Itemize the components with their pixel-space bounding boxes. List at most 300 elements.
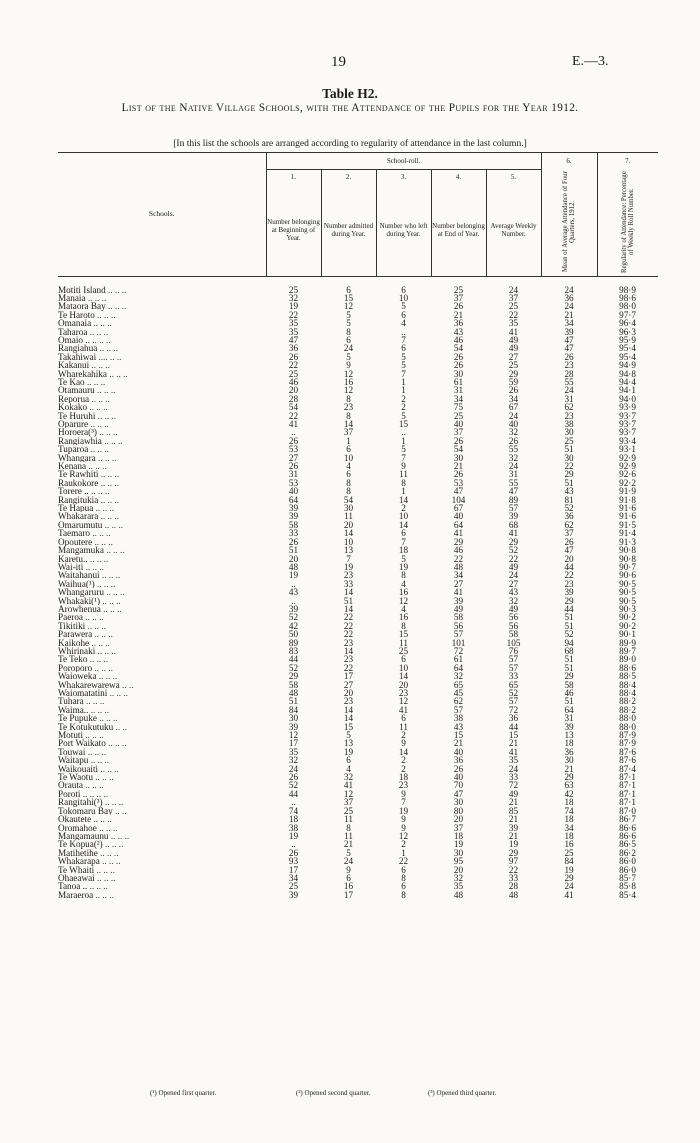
cell-col7: 87·6 xyxy=(619,755,636,766)
cell-col6: 18 xyxy=(564,797,574,808)
cell-col3: 9 xyxy=(401,461,406,472)
dot-leader: .. .. .. xyxy=(105,285,127,294)
dot-leader: .. .. .. xyxy=(95,453,117,463)
cell-col4: 48 xyxy=(453,561,464,572)
school-name: Poroporo xyxy=(58,663,93,673)
cell-col5: 21 xyxy=(508,814,519,825)
dot-leader: .. .. .. xyxy=(98,764,119,774)
cell-col1: 12 xyxy=(288,730,299,741)
cell-col1: 43 xyxy=(288,587,299,598)
cell-col6: 38 xyxy=(564,419,574,429)
cell-col3: 10 xyxy=(398,292,409,303)
cell-col6: 24 xyxy=(564,881,574,892)
cell-col6: 24 xyxy=(564,301,574,312)
cell-col2: 14 xyxy=(343,645,354,656)
school-name: Rangiahua xyxy=(58,344,98,353)
table-row xyxy=(58,891,658,899)
school-name: Otamauru xyxy=(58,386,95,395)
cell-col5: 34 xyxy=(508,393,519,404)
cell-col4: 34 xyxy=(453,393,464,404)
cell-col3: 9 xyxy=(401,738,406,749)
cell-col3: 14 xyxy=(398,671,409,682)
cell-col4: 25 xyxy=(453,284,464,295)
cell-col2: 11 xyxy=(344,814,353,825)
cell-col1: 51 xyxy=(288,696,299,707)
cell-col2: 12 xyxy=(343,385,354,396)
cell-col6: 34 xyxy=(564,822,574,833)
cell-col3: 6 xyxy=(401,343,406,354)
cell-col7: 86·0 xyxy=(619,856,636,867)
cell-col3: 6 xyxy=(401,654,406,665)
cell-col5: 65 xyxy=(508,679,519,690)
cell-col3: 4 xyxy=(401,603,406,614)
school-name: Waioweka xyxy=(58,672,97,681)
cell-col4: 21 xyxy=(453,738,464,749)
cell-col7: 93·1 xyxy=(619,444,636,455)
cell-col5: 57 xyxy=(508,696,519,707)
document-reference: E.—3. xyxy=(572,54,609,69)
cell-col7: 87·1 xyxy=(619,780,636,791)
cell-col5: 29 xyxy=(508,847,519,858)
cell-col1: 44 xyxy=(288,654,299,665)
cell-col3: 10 xyxy=(398,662,409,673)
cell-col3: 19 xyxy=(398,561,409,572)
dot-leader: .. .. .. xyxy=(87,882,108,891)
cell-col5: 25 xyxy=(508,301,519,312)
cell-col3: 23 xyxy=(398,688,409,698)
cell-col7: 96·3 xyxy=(619,326,636,337)
school-name: Tikitiki xyxy=(58,621,86,631)
cell-col4: 64 xyxy=(453,519,464,530)
cell-col4: 49 xyxy=(453,603,464,614)
cell-col6: 51 xyxy=(564,662,574,673)
cell-col6: 51 xyxy=(564,654,574,665)
cell-col6: 13 xyxy=(564,730,574,741)
cell-col1: 64 xyxy=(288,494,299,505)
school-name: Torere .. xyxy=(58,487,89,496)
cell-col1: 31 xyxy=(288,469,299,480)
school-name: Opoutere xyxy=(58,537,93,547)
cell-col7: 88·4 xyxy=(619,688,636,698)
header-col6: Mean of Average Attendance of Four Quarters, 1912. xyxy=(562,171,577,272)
school-name: Orauta xyxy=(58,781,83,790)
cell-col7: 91·6 xyxy=(619,503,636,514)
cell-col5: 49 xyxy=(508,334,519,345)
cell-col1: 19 xyxy=(288,301,299,312)
cell-col4: 57 xyxy=(453,629,464,640)
cell-col6: 52 xyxy=(564,629,574,640)
cell-col5: 59 xyxy=(508,376,519,387)
dot-leader: .. .. .. xyxy=(88,420,109,429)
cell-col1: 84 xyxy=(288,704,299,715)
cell-col1: 22 xyxy=(288,309,299,320)
cell-col6: 39 xyxy=(564,587,574,598)
cell-col4: 38 xyxy=(453,713,464,724)
cell-col5: 52 xyxy=(508,688,519,698)
dot-leader: .. .. xyxy=(112,806,127,816)
cell-col6: 52 xyxy=(564,503,574,514)
cell-col6: 31 xyxy=(564,713,574,724)
cell-col6: 62 xyxy=(564,402,574,413)
cell-col1: 26 xyxy=(288,351,299,362)
dot-leader: .. .. .. xyxy=(96,714,118,723)
cell-col4: 26 xyxy=(453,351,464,362)
cell-col5: 49 xyxy=(508,603,519,614)
cell-col3: 2 xyxy=(401,730,406,741)
cell-col1: 27 xyxy=(288,452,299,463)
cell-col3: 14 xyxy=(398,746,409,757)
school-name: Mangamaunu xyxy=(58,831,109,841)
cell-col3: 12 xyxy=(398,595,409,606)
cell-col5: 57 xyxy=(508,503,519,514)
cell-col7: 93·4 xyxy=(619,435,636,446)
cell-col6: 25 xyxy=(564,847,574,858)
cell-col6: 23 xyxy=(564,410,574,421)
cell-col7: 90·6 xyxy=(619,570,636,581)
cell-col4: 41 xyxy=(453,587,464,598)
dot-leader: .. .. .. xyxy=(105,739,127,748)
school-name: Matihetihe xyxy=(58,848,98,858)
school-name: Paeroa xyxy=(58,613,83,622)
cell-col3: 6 xyxy=(401,713,406,724)
cell-col2: 17 xyxy=(343,889,354,900)
cell-col3: 5 xyxy=(401,444,406,455)
cell-col7: 92·9 xyxy=(619,461,636,472)
cell-col1: 51 xyxy=(288,545,299,556)
cell-col5: 28 xyxy=(508,881,519,892)
cell-col5: 21 xyxy=(508,797,519,808)
cell-col5: 35 xyxy=(508,755,519,766)
cell-col4: 30 xyxy=(453,368,464,379)
cell-col5: 72 xyxy=(508,780,519,791)
cell-col4: 26 xyxy=(453,763,464,774)
cell-col3: 18 xyxy=(398,545,409,556)
cell-col6: 47 xyxy=(564,334,574,345)
cell-col2: 8 xyxy=(346,326,351,337)
cell-col6: 46 xyxy=(564,688,574,698)
cell-col2: 1 xyxy=(346,435,351,446)
cell-col2: 5 xyxy=(346,847,351,858)
cell-col3: 1 xyxy=(401,847,406,858)
cell-col4: 58 xyxy=(453,612,464,623)
school-name: Te Hapua xyxy=(58,504,94,513)
dot-leader: .. .. .. xyxy=(96,672,118,681)
cell-col6: 26 xyxy=(564,351,574,362)
school-name: Omarumutu xyxy=(58,520,103,530)
dot-leader: .. .. .. xyxy=(101,436,123,446)
cell-col2: 23 xyxy=(343,696,354,707)
cell-col4: 95 xyxy=(453,856,464,867)
cell-col2: 6 xyxy=(346,755,351,766)
school-name: Taharoa xyxy=(58,327,88,336)
cell-col2: 15 xyxy=(343,721,354,732)
school-name: Karetu.. xyxy=(58,554,88,563)
cell-col3: 1 xyxy=(401,376,406,387)
dot-leader: .. .. .. xyxy=(106,369,128,378)
cell-col7: 90·5 xyxy=(619,595,636,606)
cell-col7: 90·5 xyxy=(619,578,636,589)
cell-col4: 46 xyxy=(453,334,464,345)
cell-col7: 94·9 xyxy=(619,360,636,371)
cell-col3: 8 xyxy=(401,620,406,631)
cell-col7: 87·1 xyxy=(619,788,636,799)
cell-col1: 26 xyxy=(288,847,299,858)
cell-col4: 56 xyxy=(453,620,464,631)
cell-col2: 16 xyxy=(343,376,354,387)
school-name: Tuparoa xyxy=(58,445,89,454)
cell-col4: 36 xyxy=(453,755,464,766)
cell-col5: 37 xyxy=(508,292,519,303)
cell-col5: 44 xyxy=(508,721,519,732)
cell-col7: 93·9 xyxy=(619,402,636,413)
cell-col3: 16 xyxy=(398,612,409,623)
school-name: Touwai xyxy=(58,747,86,757)
cell-col7: 86·7 xyxy=(619,814,636,825)
cell-col6: 23 xyxy=(564,578,574,589)
cell-col6: 84 xyxy=(564,856,574,867)
cell-col1: 26 xyxy=(288,536,299,547)
cell-col1: 38 xyxy=(288,822,299,833)
cell-col2: 12 xyxy=(343,301,354,312)
cell-col3: 5 xyxy=(401,360,406,371)
cell-col6: 22 xyxy=(564,461,574,472)
dot-leader: .. .. .. xyxy=(89,335,111,345)
cell-col3: 11 xyxy=(399,721,408,732)
cell-col5: 68 xyxy=(508,519,519,530)
cell-col4: 43 xyxy=(453,326,464,337)
cell-col6: 20 xyxy=(564,553,574,564)
cell-col7: 91·6 xyxy=(619,511,636,522)
cell-col4: 46 xyxy=(453,545,464,556)
cell-col1: 34 xyxy=(288,872,299,883)
dot-leader: .. .. .. xyxy=(87,554,109,563)
cell-col7: 87·9 xyxy=(619,738,636,749)
dot-leader: .. .. xyxy=(119,680,134,689)
school-name: Tanoa .. xyxy=(58,882,88,891)
cell-col4: 75 xyxy=(453,402,464,413)
cell-col5: 26 xyxy=(508,385,519,396)
cell-col5: 22 xyxy=(508,553,519,564)
school-name: Port Waikato xyxy=(58,739,106,748)
cell-col6: 42 xyxy=(564,788,574,799)
cell-col6: 94 xyxy=(564,637,574,648)
cell-col3: 11 xyxy=(399,637,408,648)
dot-leader: .. .. .. xyxy=(95,646,116,656)
cell-col2: 19 xyxy=(343,561,354,572)
cell-col6: 37 xyxy=(564,528,574,539)
school-name: Oparure xyxy=(58,420,89,429)
cell-col4: 20 xyxy=(453,864,464,875)
cell-col4: 37 xyxy=(453,427,464,438)
cell-col5: 49 xyxy=(508,561,519,572)
header-col2: Number admitted during Year. xyxy=(321,184,376,276)
cell-col4: 64 xyxy=(453,662,464,673)
cell-col7: 91·3 xyxy=(619,536,636,547)
school-name: Waiomatatini xyxy=(58,689,108,698)
cell-col1: 22 xyxy=(288,410,299,421)
cell-col5: 97 xyxy=(508,856,519,867)
cell-col4: 43 xyxy=(453,721,464,732)
cell-col3: 2 xyxy=(401,402,406,413)
dot-leader: .. .. .. xyxy=(98,495,119,505)
cell-col2: 5 xyxy=(346,309,351,320)
cell-col6: 22 xyxy=(564,570,574,581)
cell-col7: 93·7 xyxy=(619,419,636,429)
cell-col7: 90·8 xyxy=(619,545,636,556)
cell-col7: 88·2 xyxy=(619,696,636,707)
cell-col3: 2 xyxy=(401,763,406,774)
cell-col4: 21 xyxy=(453,461,464,472)
cell-col5: 32 xyxy=(508,452,519,463)
cell-col4: 41 xyxy=(453,528,464,539)
cell-col4: 30 xyxy=(453,452,464,463)
cell-col5: 19 xyxy=(508,839,519,850)
cell-col3: 7 xyxy=(401,452,406,463)
cell-col7: 86·5 xyxy=(619,839,636,850)
cell-col5: 39 xyxy=(508,511,519,522)
cell-col5: 32 xyxy=(508,427,519,438)
cell-col2: 14 xyxy=(343,528,354,539)
cell-col7: 87·6 xyxy=(619,746,636,757)
dot-leader: .. .. .. xyxy=(88,487,110,496)
cell-col2: 24 xyxy=(343,856,354,867)
cell-col6: 25 xyxy=(564,435,574,446)
cell-col4: 48 xyxy=(453,889,464,900)
cell-col5: 33 xyxy=(508,671,519,682)
school-name: Omanaia xyxy=(58,319,92,328)
school-name: Taemaro xyxy=(58,529,91,538)
cell-col6: 28 xyxy=(564,368,574,379)
dot-leader: .. .. .. xyxy=(100,604,122,614)
cell-col2: 13 xyxy=(343,545,354,556)
school-name: Mangamuka xyxy=(58,546,104,555)
dot-leader: .. .. .. xyxy=(84,377,106,387)
cell-col7: 96·4 xyxy=(619,318,636,329)
cell-col2: 9 xyxy=(346,864,351,875)
cell-col2: 21 xyxy=(343,839,354,850)
cell-col2: 22 xyxy=(343,620,354,631)
cell-col6: 29 xyxy=(564,671,574,682)
cell-col4: 61 xyxy=(453,376,464,387)
dot-leader: .. .. .. xyxy=(95,411,117,420)
footnote-3: (³) Opened third quarter. xyxy=(428,1089,497,1097)
cell-col1: 44 xyxy=(288,788,299,799)
cell-col7: 86·0 xyxy=(619,864,636,875)
cell-col4: 26 xyxy=(453,360,464,371)
cell-col5: 24 xyxy=(508,763,519,774)
dot-leader: .. .. .. xyxy=(89,394,110,404)
cell-col2: 17 xyxy=(343,671,354,682)
dot-leader: .. .. .. xyxy=(92,630,113,639)
cell-col3: 2 xyxy=(401,755,406,766)
footnote-1: (¹) Opened first quarter. xyxy=(150,1089,217,1097)
cell-col7: 98·0 xyxy=(619,301,636,312)
cell-col6: 24 xyxy=(564,385,574,396)
cell-col5: 56 xyxy=(508,612,519,623)
cell-col2: 14 xyxy=(343,704,354,715)
school-name: Te Huruhi xyxy=(58,411,96,420)
school-name: Manaia xyxy=(58,293,86,303)
cell-col4: 37 xyxy=(453,292,464,303)
cell-col3: 14 xyxy=(398,519,409,530)
cell-col1: 26 xyxy=(288,435,299,446)
cell-col2: 6 xyxy=(346,334,351,345)
cell-col7: 92·9 xyxy=(619,452,636,463)
schools-table xyxy=(58,152,658,899)
cell-col2: 14 xyxy=(343,713,354,724)
cell-col3: 2 xyxy=(401,503,406,514)
cell-col7: 89·7 xyxy=(619,645,636,656)
cell-col2: 8 xyxy=(346,410,351,421)
table-title: Table H2. xyxy=(322,86,378,101)
school-name: Waitapu xyxy=(58,756,89,765)
header-col1-number: 1. xyxy=(266,170,321,185)
cell-col7: 90·7 xyxy=(619,561,636,572)
cell-col4: 30 xyxy=(453,847,464,858)
cell-col5: 41 xyxy=(508,528,519,539)
cell-col4: 62 xyxy=(453,696,464,707)
cell-col2: 11 xyxy=(344,830,353,841)
cell-col2: 41 xyxy=(343,780,354,791)
cell-col1: 39 xyxy=(288,511,299,522)
cell-col3: 5 xyxy=(401,553,406,564)
header-col4-number: 4. xyxy=(431,170,486,185)
cell-col7: 86·2 xyxy=(619,847,636,858)
cell-col4: 47 xyxy=(453,486,464,497)
cell-col3: 2 xyxy=(401,393,406,404)
cell-col6: 47 xyxy=(564,343,574,354)
cell-col1: 30 xyxy=(288,713,299,724)
cell-col5: 41 xyxy=(508,326,519,337)
dot-leader: .. .. .. xyxy=(87,789,109,799)
cell-col6: 51 xyxy=(564,620,574,631)
dot-leader: .. .. .. xyxy=(102,798,124,807)
cell-col4: 45 xyxy=(453,688,464,698)
dot-leader: .. .. .. xyxy=(92,663,113,673)
cell-col3: 23 xyxy=(398,780,409,791)
cell-col1: 29 xyxy=(288,671,299,682)
cell-col3: 7 xyxy=(401,536,406,547)
cell-col3: 19 xyxy=(398,805,409,816)
cell-col5: 33 xyxy=(508,872,519,883)
cell-col3: 15 xyxy=(398,419,409,429)
cell-col5: 31 xyxy=(508,469,519,480)
school-name: Whakarara xyxy=(58,512,99,521)
dot-leader: .. .. .. xyxy=(94,873,116,883)
cell-col2: 14 xyxy=(343,419,354,429)
cell-col1: 52 xyxy=(288,662,299,673)
cell-col7: 89·9 xyxy=(619,637,636,648)
dot-leader: .. .. .. xyxy=(97,344,118,353)
school-name: Whakarewarewa xyxy=(58,680,120,689)
cell-col7: 88·0 xyxy=(619,721,636,732)
cell-col5: 76 xyxy=(508,645,519,656)
cell-col3: 12 xyxy=(398,696,409,707)
cell-col3: 1 xyxy=(401,385,406,396)
dot-leader: .. .. .. xyxy=(99,857,121,866)
cell-col2: 23 xyxy=(343,654,354,665)
dot-leader: .. .. .. xyxy=(92,773,114,782)
school-name: Te Teko xyxy=(58,655,88,664)
dot-leader: .. .. .. xyxy=(102,840,124,849)
cell-col5: 22 xyxy=(508,309,519,320)
cell-col5: 49 xyxy=(508,788,519,799)
cell-col4: 35 xyxy=(453,881,464,892)
cell-col5: 48 xyxy=(508,889,519,900)
cell-col4: 21 xyxy=(453,309,464,320)
cell-col2: 37 xyxy=(343,427,354,438)
cell-col2: 24 xyxy=(343,343,354,354)
